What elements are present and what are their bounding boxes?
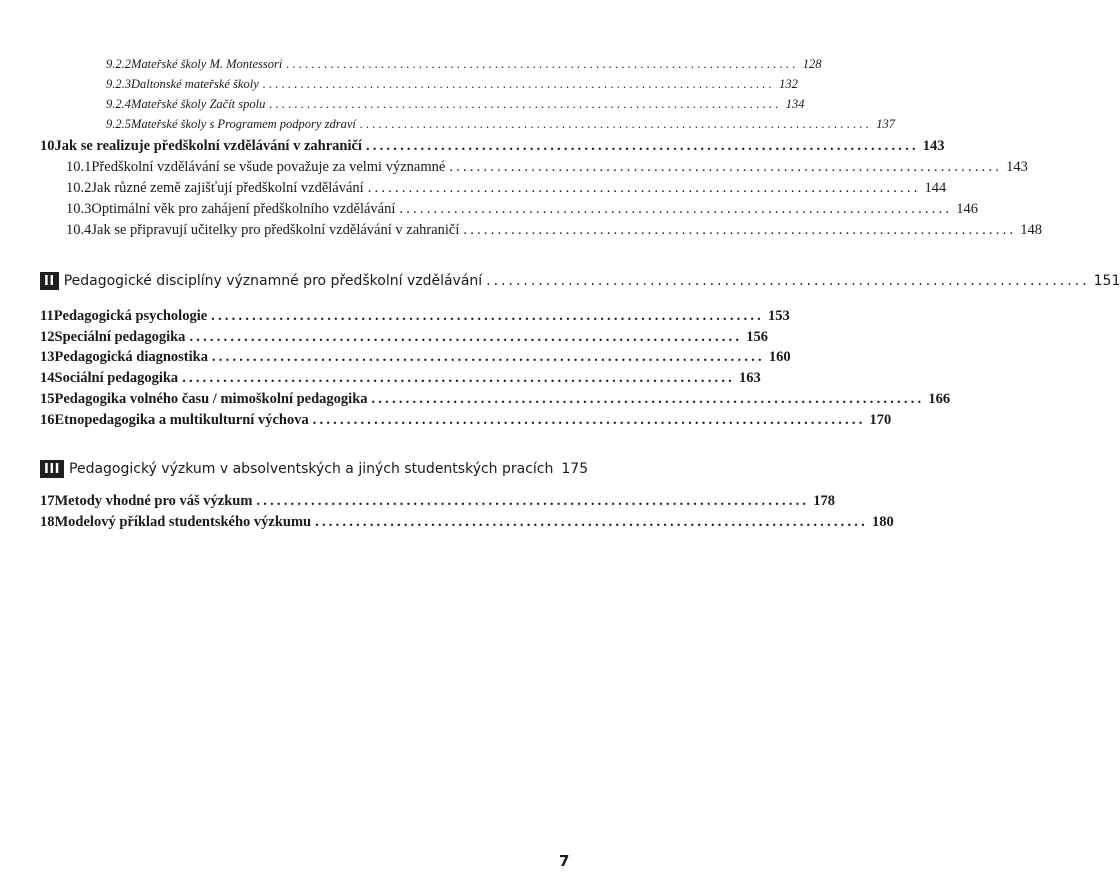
dot-leader: ................................................................................. [463,222,1017,238]
entry-number: 10.2 [66,180,92,196]
chapter-page: 163 [739,370,761,386]
entry-title: Jak se připravují učitelky pro předškolní vzdělávání v zahraničí [91,222,460,238]
chapter-title: Pedagogická psychologie [53,308,208,324]
toc-chapter [40,370,761,386]
part-title: Pedagogický výzkum v absolventských a jiných studentských pracích [69,461,554,477]
entry-title: Mateřské školy s Programem podpory zdraví [131,117,356,131]
chapter-title: Speciální pedagogika [54,329,186,345]
chapter-page: 160 [768,349,791,365]
entry-page: 128 [802,57,822,71]
toc-entry [66,222,1042,238]
dot-leader: ................................................................................. [359,117,873,131]
entry-number: 10.4 [66,222,92,238]
dot-leader: ................................................................................. [371,391,925,407]
chapter-number: 14 [40,370,55,386]
toc-chapter [40,349,791,365]
entry-title: Daltonské mateřské školy [131,77,259,91]
chapter-title: Jak se realizuje předškolní vzdělávání v zahraničí [54,138,362,154]
toc-part [40,460,589,478]
chapter-number: 10 [40,138,55,154]
dot-leader: ................................................................................. [315,514,868,530]
entry-number: 9.2.4 [106,97,131,111]
chapter-page: 153 [768,308,790,324]
toc-chapter [40,391,951,407]
dot-leader: ................................................................................. [399,201,953,217]
toc-chapter [40,412,892,428]
chapter-page: 143 [922,138,945,154]
entry-title: Mateřské školy Začít spolu [131,97,266,111]
part-title: Pedagogické disciplíny významné pro předškolní vzdělávání [63,273,483,289]
part-page: 151 [1093,273,1120,289]
entry-page: 137 [876,117,895,131]
part-badge: II [40,272,59,290]
chapter-page: 170 [869,412,892,428]
entry-page: 148 [1020,222,1042,238]
dot-leader: ................................................................................. [269,97,782,111]
dot-leader: ................................................................................. [262,77,776,91]
chapter-number: 15 [40,391,55,407]
toc-chapter [40,308,790,324]
entry-number: 10.3 [66,201,92,217]
chapter-page: 166 [928,391,951,407]
chapter-title: Sociální pedagogika [54,370,179,386]
toc-chapter [40,138,945,154]
dot-leader: ................................................................................. [367,180,921,196]
toc-chapter [40,493,835,509]
toc-entry [106,57,822,71]
toc-entry [66,180,947,196]
entry-page: 134 [785,97,805,111]
entry-title: Mateřské školy M. Montessori [131,57,283,71]
entry-number: 9.2.3 [106,77,131,91]
chapter-title: Etnopedagogika a multikulturní výchova [54,412,309,428]
toc-entry [106,97,805,111]
dot-leader: ................................................................................. [256,493,810,509]
dot-leader: ................................................................................. [486,273,1090,289]
toc-part [40,272,1120,290]
dot-leader: ................................................................................. [211,349,765,365]
toc-entry [106,117,895,131]
entry-number: 10.1 [66,159,92,175]
chapter-page: 156 [746,329,769,345]
entry-number: 9.2.2 [106,57,131,71]
dot-leader: ................................................................................. [286,57,799,71]
part-page: 175 [561,461,589,477]
toc-entry [66,159,1028,175]
page-number: 7 [559,852,570,870]
chapter-title: Pedagogika volného času / mimoškolní pedagogika [54,391,368,407]
entry-title: Předškolní vzdělávání se všude považuje za velmi významné [91,159,446,175]
chapter-page: 178 [813,493,835,509]
toc-chapter [40,329,769,345]
entry-page: 144 [924,180,947,196]
chapter-number: 16 [40,412,55,428]
chapter-number: 17 [40,493,55,509]
chapter-number: 13 [40,349,55,365]
entry-title: Optimální věk pro zahájení předškolního vzdělávání [91,201,396,217]
entry-page: 132 [779,77,798,91]
chapter-title: Metody vhodné pro váš výzkum [54,493,253,509]
dot-leader: ................................................................................. [189,329,743,345]
dot-leader: ................................................................................. [211,308,764,324]
dot-leader: ................................................................................. [449,159,1003,175]
entry-page: 143 [1006,159,1028,175]
entry-title: Jak různé země zajišťují předškolní vzdělávání [91,180,364,196]
chapter-number: 18 [40,514,55,530]
dot-leader: ................................................................................. [182,370,736,386]
chapter-title: Modelový příklad studentského výzkumu [54,514,312,530]
part-badge: III [40,460,64,478]
entry-page: 146 [956,201,978,217]
chapter-title: Pedagogická diagnostika [54,349,208,365]
entry-number: 9.2.5 [106,117,131,131]
toc-entry [106,77,798,91]
toc-chapter [40,514,894,530]
dot-leader: ................................................................................. [312,412,866,428]
chapter-number: 12 [40,329,55,345]
dot-leader: ................................................................................. [365,138,919,154]
toc-entry [66,201,978,217]
chapter-number: 11 [40,308,54,324]
chapter-page: 180 [871,514,894,530]
